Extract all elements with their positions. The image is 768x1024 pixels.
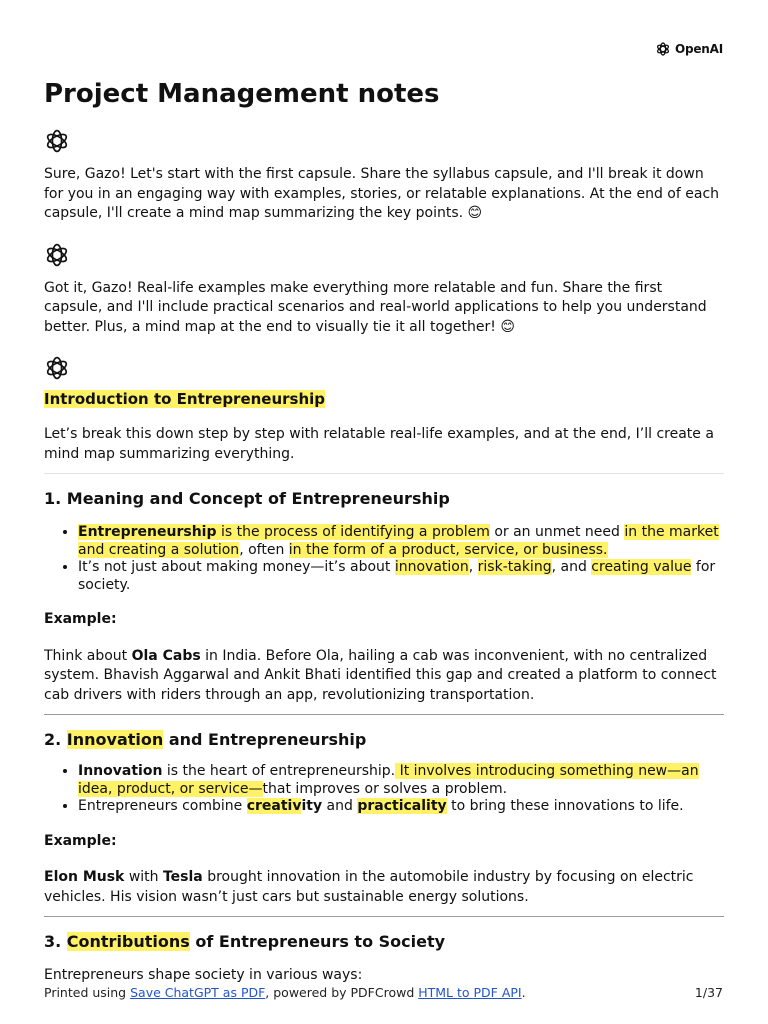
section-heading-contributions: 3. Contributions of Entrepreneurs to Society xyxy=(44,932,446,951)
save-chatgpt-pdf-link[interactable]: Save ChatGPT as PDF xyxy=(130,985,266,1000)
page-number: 1/37 xyxy=(694,985,723,1000)
print-footer xyxy=(44,985,723,1001)
assistant-message: Sure, Gazo! Let's start with the first capsule. Share the syllabus capsule, and I'll break it down for you in an engaging way with examples, stories, or relatable explanations. At the end of each capsule, I'll create a mind map summarizing the key points. 😊 xyxy=(44,166,720,221)
example-label: Example: xyxy=(44,611,117,627)
list-item: • Entrepreneurs combine creativity and practicality to bring these innovations to life. xyxy=(78,798,724,816)
page-title: Project Management notes xyxy=(44,79,440,109)
openai-logo-icon xyxy=(655,41,671,57)
document-body xyxy=(44,78,724,986)
example-paragraph: Elon Musk with Tesla brought innovation in the automobile industry by focusing on electric vehicles. His vision wasn’t just cars but sustainable energy solutions. xyxy=(44,869,694,905)
footer-text: , powered by PDFCrowd xyxy=(265,985,419,1000)
list-item: • It’s not just about making money—it’s about innovation, risk-taking, and creating value for society. xyxy=(78,559,724,594)
footer-text: Printed using xyxy=(44,985,131,1000)
chatgpt-logo-icon xyxy=(44,355,70,381)
divider xyxy=(44,916,724,917)
chatgpt-logo-icon xyxy=(44,128,70,154)
list-item: • Innovation is the heart of entrepreneurship. It involves introducing something new—an idea, product, or service—that improves or solves a problem. xyxy=(78,763,724,798)
example-label: Example: xyxy=(44,832,117,849)
example-paragraph: Think about Ola Cabs in India. Before Ola, hailing a cab was inconvenient, with no centralized system. Bhavish Aggarwal and Ankit Bhati identified this gap and created a platform to connect cab drivers with riders through an app, revolutionizing transportation. xyxy=(44,647,717,703)
meaning-list xyxy=(44,524,724,594)
section-heading-innovation: 2. Innovation and Entrepreneurship xyxy=(44,730,367,749)
intro-paragraph: Let’s break this down step by step with relatable real-life examples, and at the end, I’ll create a mind map summarizing everything. xyxy=(44,426,714,462)
html-to-pdf-api-link[interactable]: HTML to PDF API xyxy=(418,985,522,1000)
intro-heading: Introduction to Entrepreneurship xyxy=(44,390,326,408)
openai-brand xyxy=(655,41,723,57)
divider xyxy=(44,473,724,474)
brand-name: OpenAI xyxy=(674,42,723,56)
chatgpt-logo-icon xyxy=(44,242,70,268)
list-item: • Entrepreneurship is the process of identifying a problem or an unmet need in the market and creating a solution, often in the form of a product, service, or business. xyxy=(78,524,724,559)
innovation-list xyxy=(44,763,724,816)
footer-text: . xyxy=(521,985,526,1000)
contributions-paragraph: Entrepreneurs shape society in various ways: xyxy=(44,967,363,983)
assistant-message: Got it, Gazo! Real-life examples make everything more relatable and fun. Share the first capsule, and I'll include practical scenarios and real-world applications to help you understand better. Plus, a mind map at the end to visually tie it all together! 😊 xyxy=(44,279,707,335)
section-heading-meaning: 1. Meaning and Concept of Entrepreneurship xyxy=(44,489,450,508)
divider xyxy=(44,714,724,715)
